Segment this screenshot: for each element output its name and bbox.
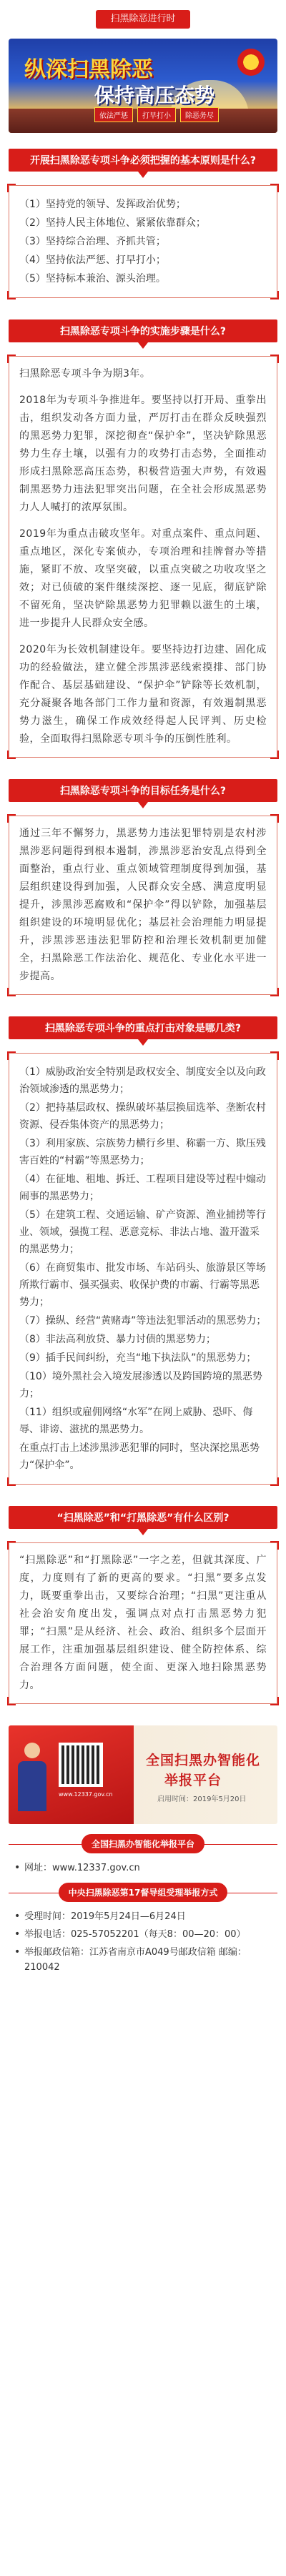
list-item: （11）组织或雇佣网络“水军”在网上威胁、恐吓、侮辱、诽谤、滋扰的黑恶势力。 [19, 1407, 253, 1435]
arrow-down-icon [138, 802, 148, 808]
section-heading: 扫黑除恶专项斗争的实施步骤是什么? [9, 319, 277, 342]
list-item: （5）在建筑工程、交通运输、矿产资源、渔业捕捞等行业、领域，强揽工程、恶意竞标、非法占地、滥开滥采的黑恶势力； [19, 1209, 266, 1255]
website-text[interactable]: 网址：www.12337.gov.cn [24, 1863, 140, 1873]
paragraph: 2020年为长效机制建设年。要坚持边打边建、固化成功的经验做法，建立健全涉黑涉恶线索摸排、部门协作配合、基层基础建设、“保护伞”铲除等长效机制，充分凝聚各地各部门工作力量和资源，有效遏制黑恶势力滋生，确保工作成效经得起人民评判、历史检验，全面取得扫黑除恶专项斗争的压倒性胜利。 [19, 644, 267, 745]
section-heading: 开展扫黑除恶专项斗争必须把握的基本原则是什么? [9, 149, 277, 172]
banner-chip: 依法严惩 [94, 107, 133, 122]
banner-chip: 除恶务尽 [180, 107, 219, 122]
list-item: （4）在征地、租地、拆迁、工程项目建设等过程中煽动闹事的黑恶势力； [19, 1174, 266, 1202]
inspection-list [0, 1909, 286, 1975]
section-heading: 扫黑除恶专项斗争的目标任务是什么? [9, 779, 277, 802]
banner-chip: 打早打小 [137, 107, 176, 122]
list-item: 在重点打击上述涉黑涉恶犯罪的同时，坚决深挖黑恶势力“保护伞”。 [19, 1442, 260, 1471]
arrow-down-icon [138, 1529, 148, 1535]
emblem-icon [237, 49, 265, 76]
header-tag: 扫黑除恶进行时 [96, 10, 190, 29]
officer-figure [16, 1743, 49, 1814]
banner-caption: 启用时间：2019年5月20日 [157, 1795, 247, 1803]
list-item: （2）把持基层政权、操纵破坏基层换届选举、垄断农村资源、侵吞集体资产的黑恶势力； [19, 1102, 266, 1131]
section-heading: 扫黑除恶专项斗争的重点打击对象是哪几类? [9, 1016, 277, 1039]
hero-banner [9, 39, 277, 133]
website-line [14, 1861, 272, 1876]
list-item: （4）坚持依法严惩、打早打小； [19, 254, 166, 266]
platform-heading-row [0, 1834, 286, 1853]
bullet-icon: • [14, 1911, 21, 1922]
arrow-down-icon [138, 1039, 148, 1046]
list-item-text: 举报电话：025-57052201（每天8：00—20：00） [24, 1929, 246, 1940]
banner-title-line2: 举报平台 [164, 1773, 222, 1788]
content-box [9, 185, 277, 298]
list-item [14, 1927, 272, 1942]
section-targets [9, 1016, 277, 1485]
inspection-heading-row [0, 1883, 286, 1902]
banner-url: www.12337.gov.cn [59, 1791, 113, 1798]
banner-title-line1: 全国扫黑办智能化 [146, 1753, 261, 1768]
list-item [14, 1909, 272, 1924]
list-item: （9）插手民间纠纷，充当“地下执法队”的黑恶势力； [19, 1352, 257, 1364]
list-item: （1）坚持党的领导、发挥政治优势； [19, 199, 186, 210]
list-item [14, 1945, 272, 1975]
paragraph: 2019年为重点击破攻坚年。对重点案件、重点问题、重点地区，深化专案侦办，专项治理和挂牌督办等措施，紧盯不放、攻坚突破，以重点突破之功收攻坚之效；对已侦破的案件继续深挖、逐一见底，彻底铲除不留死角，坚决铲除黑恶势力犯罪赖以滋生的土壤，进一步提升人民群众安全感。 [19, 528, 267, 629]
paragraph: 扫黑除恶专项斗争为期3年。 [19, 368, 151, 380]
list-item: （5）坚持标本兼治、源头治理。 [19, 273, 166, 284]
banner-line1: 纵深扫黑除恶 [24, 57, 153, 82]
bullet-icon: • [14, 1928, 21, 1940]
list-item-text: 举报邮政信箱：江苏省南京市A049号邮政信箱 邮编：210042 [24, 1947, 247, 1973]
section-goals [9, 779, 277, 995]
paragraph: 通过三年不懈努力，黑恶势力违法犯罪特别是农村涉黑涉恶问题得到根本遏制，涉黑涉恶治安乱点得到全面整治，重点行业、重点领域管理制度得到加强，基层组织建设得到加强，人民群众安全感、满意度明显提升，涉黑涉恶腐败和“保护伞”得以铲除，加强基层组织建设的环境明显优化；基层社会治理能力明显提升，涉黑涉恶违法犯罪防控和治理长效机制更加健全，扫黑除恶工作法治化、规范化、专业化水平进一步提高。 [19, 828, 267, 982]
list-item: （10）境外黑社会入境发展渗透以及跨国跨境的黑恶势力； [19, 1371, 262, 1400]
arrow-down-icon [138, 342, 148, 349]
content-box [9, 356, 277, 758]
list-item: （3）坚持综合治理、齐抓共管； [19, 236, 166, 247]
content-box [9, 1542, 277, 1704]
platform-pill: 全国扫黑办智能化举报平台 [82, 1834, 204, 1853]
section-difference [9, 1506, 277, 1704]
list-item: （8）非法高利放贷、暴力讨债的黑恶势力； [19, 1334, 216, 1345]
paragraph: “扫黑除恶”和“打黑除恶”一字之差，但就其深度、广度，力度则有了新的更高的要求。“扫黑”要多点发力，既要重拳出击，又要综合治理；“扫黑”更注重从社会治安角度出发，强调点对点打击黑恶势力犯罪；“扫黑”是从经济、社会、政治、组织多个层面开展工作，注重加强基层组织建设、健全防控体系、综合治理各方面问题，使全面、更深入地扫除黑恶势力。 [19, 1555, 267, 1691]
inspection-pill: 中央扫黑除恶第17督导组受理举报方式 [59, 1883, 228, 1902]
arrow-down-icon [138, 172, 148, 178]
report-platform-banner [9, 1725, 277, 1824]
qr-code[interactable] [59, 1743, 103, 1787]
banner-line2: 保持高压态势 [94, 84, 215, 107]
section-heading: “扫黑除恶”和“打黑除恶”有什么区别? [9, 1506, 277, 1529]
list-item: （6）在商贸集市、批发市场、车站码头、旅游景区等场所欺行霸市、强买强卖、收保护费的市霸、行霸等黑恶势力； [19, 1262, 266, 1308]
section-principles [9, 149, 277, 298]
bullet-icon: • [14, 1862, 21, 1873]
list-item: （7）操纵、经营“黄赌毒”等违法犯罪活动的黑恶势力； [19, 1315, 267, 1327]
content-box [9, 1053, 277, 1485]
list-item: （3）利用家族、宗族势力横行乡里、称霸一方、欺压残害百姓的“村霸”等黑恶势力； [19, 1138, 266, 1166]
banner-chips [94, 107, 219, 122]
list-item: （1）威胁政治安全特别是政权安全、制度安全以及向政治领域渗透的黑恶势力； [19, 1066, 266, 1095]
article [0, 10, 286, 1975]
section-steps [9, 319, 277, 758]
bullet-icon: • [14, 1946, 21, 1958]
paragraph: 2018年为专项斗争推进年。要坚持以打开局、重拳出击，组织发动各方面力量，严厉打击在群众反映强烈的黑恶势力犯罪，深挖彻查“保护伞”，坚决铲除黑恶势力生存土壤，以强有力的攻势打击态势，全面推动形成扫黑除恶高压态势，积极营造强大声势，有效遏制黑恶势力违法犯罪突出问题，在全社会形成黑恶势力人人喊打的浓厚氛围。 [19, 395, 267, 513]
list-item-text: 受理时间：2019年5月24日—6月24日 [24, 1911, 186, 1922]
content-box [9, 816, 277, 995]
list-item: （2）坚持人民主体地位、紧紧依靠群众； [19, 217, 206, 229]
